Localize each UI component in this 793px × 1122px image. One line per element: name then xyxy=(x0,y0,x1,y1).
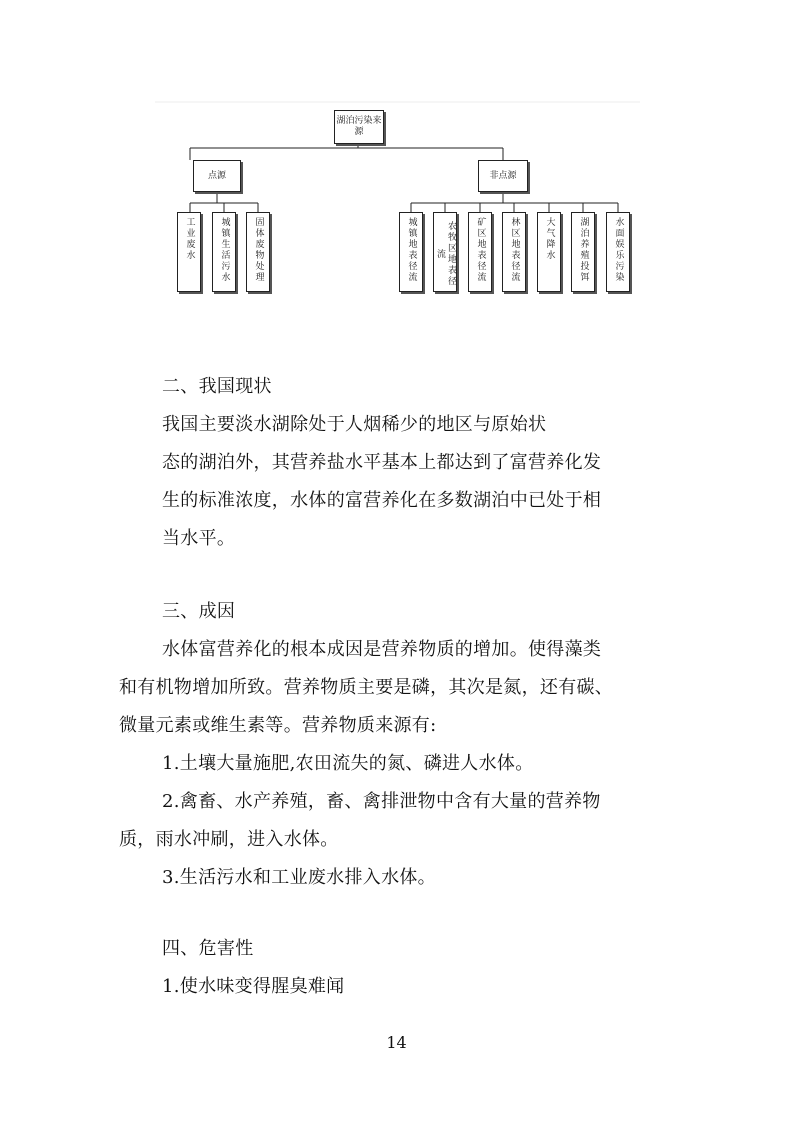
diagram-leaf: 固体废物处理 xyxy=(246,212,270,292)
section-heading: 三、成因 xyxy=(162,601,236,622)
diagram-leaf: 水面娱乐污染 xyxy=(606,212,630,292)
diagram-root-node: 湖泊污染来源 xyxy=(334,110,384,144)
diagram-leaf: 林区地表径流 xyxy=(502,212,526,292)
diagram-leaf: 城镇生活污水 xyxy=(212,212,236,292)
list-item: 1.土壤大量施肥,农田流失的氮、磷进人水体。 xyxy=(162,753,534,774)
list-item-continuation: 质，雨水冲刷，进入水体。 xyxy=(119,829,339,850)
diagram-leaf: 大气降水 xyxy=(537,212,561,292)
paragraph-line: 当水平。 xyxy=(162,528,236,549)
paragraph-line: 我国主要淡水湖除处于人烟稀少的地区与原始状 xyxy=(162,414,547,435)
list-item: 1.使水味变得腥臭难闻 xyxy=(162,976,345,997)
paragraph-line: 生的标准浓度，水体的富营养化在多数湖泊中已处于相 xyxy=(162,490,602,511)
paragraph-line: 水体富营养化的根本成因是营养物质的增加。使得藻类 xyxy=(162,639,602,660)
paragraph-line: 态的湖泊外，其营养盐水平基本上都达到了富营养化发 xyxy=(162,452,602,473)
paragraph-line: 微量元素或维生素等。营养物质来源有: xyxy=(119,715,437,736)
diagram-node-point-source: 点源 xyxy=(193,160,241,192)
section-heading: 四、危害性 xyxy=(162,938,254,959)
page-number: 14 xyxy=(386,1033,407,1052)
diagram-leaf: 矿区地表径流 xyxy=(468,212,492,292)
list-item: 2.禽畜、水产养殖，畜、禽排泄物中含有大量的营养物 xyxy=(162,791,601,812)
list-item: 3.生活污水和工业废水排入水体。 xyxy=(162,867,436,888)
diagram-leaf: 城镇地表径流 xyxy=(399,212,423,292)
diagram-leaf: 工业废水 xyxy=(177,212,201,292)
section-heading: 二、我国现状 xyxy=(162,376,272,397)
diagram-node-nonpoint-source: 非点源 xyxy=(478,160,528,192)
diagram-leaf: 湖泊养殖投饵 xyxy=(571,212,595,292)
diagram-leaf: 农牧区地表径流 xyxy=(433,212,457,292)
paragraph-line: 和有机物增加所致。营养物质主要是磷，其次是氮，还有碳、 xyxy=(119,677,614,698)
pollution-source-diagram xyxy=(155,100,640,305)
